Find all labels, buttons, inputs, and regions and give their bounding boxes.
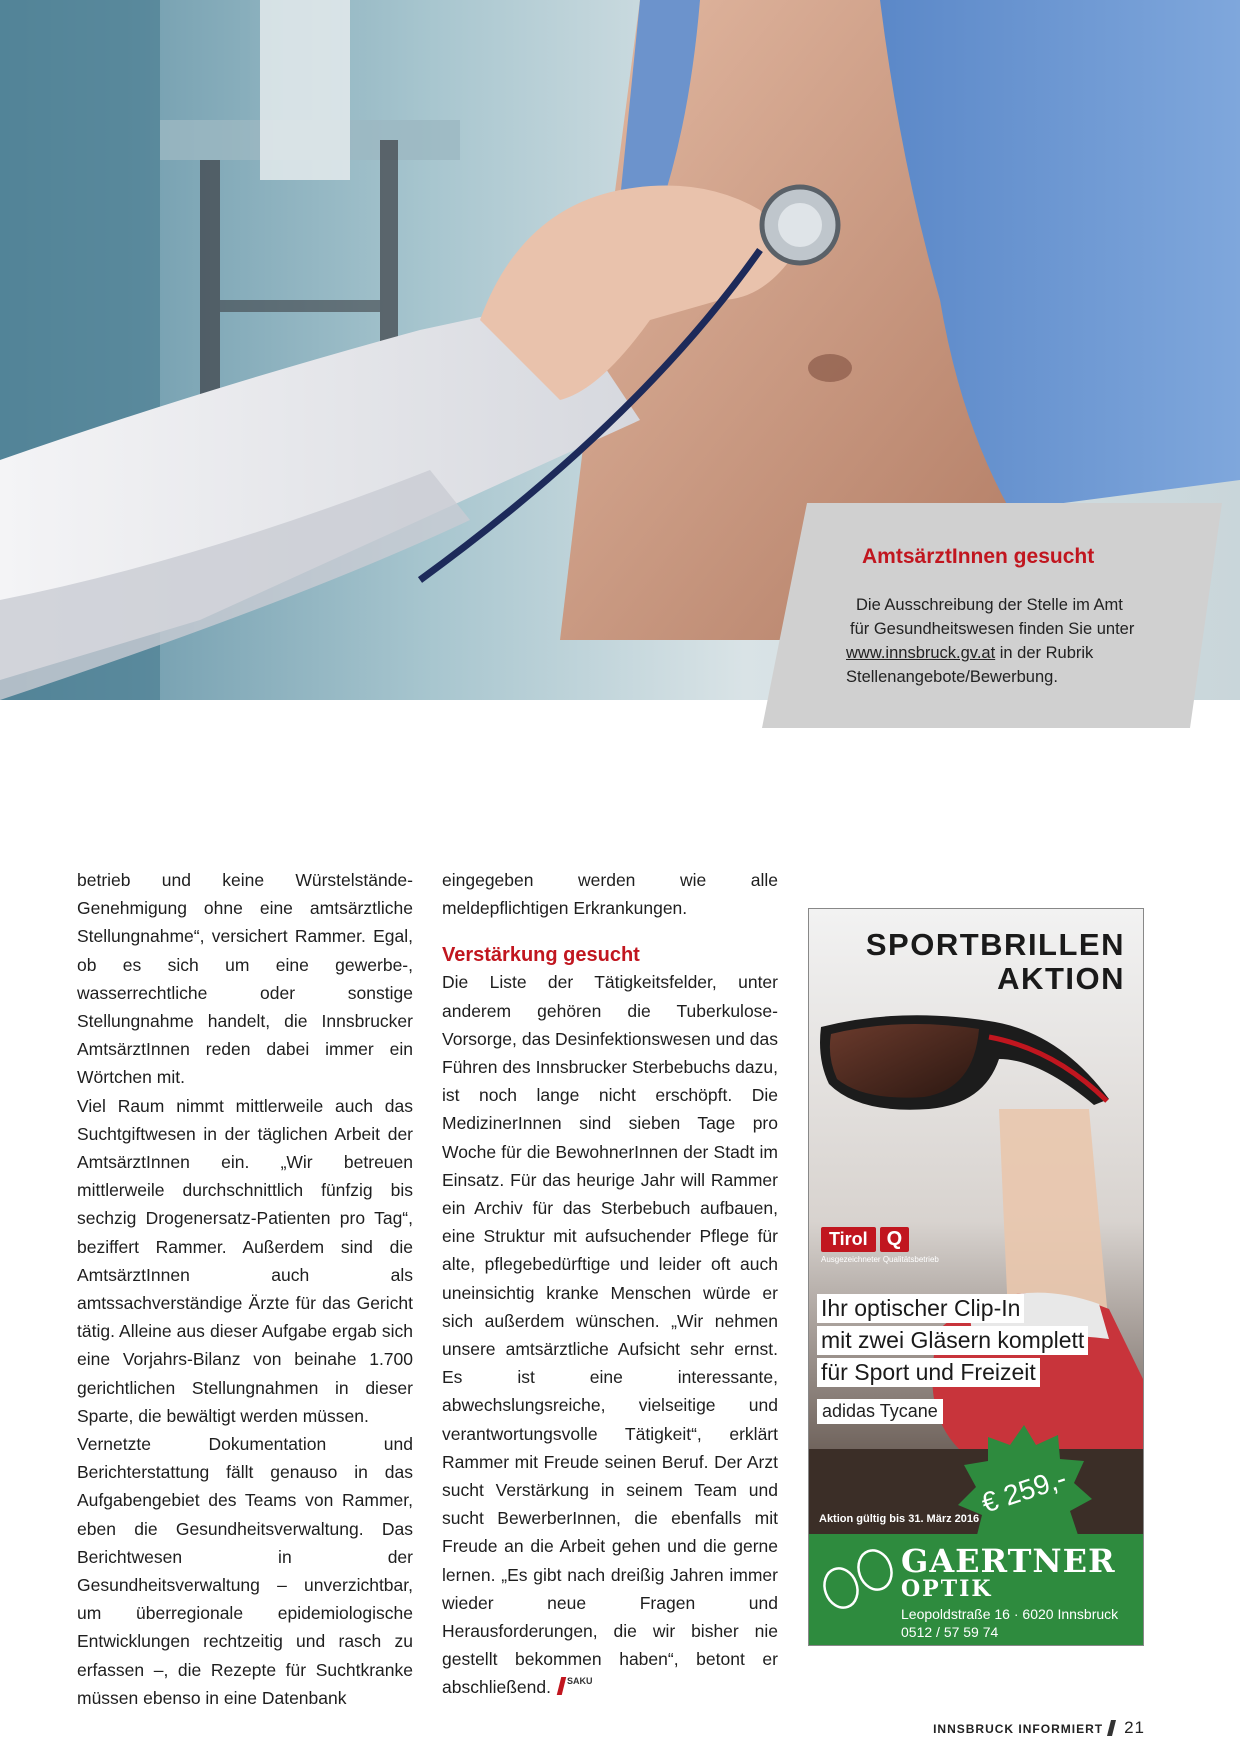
end-mark-icon [557, 1677, 566, 1695]
quality-q-logo: Q [880, 1227, 910, 1252]
ad-title-line-2: AKTION [997, 961, 1125, 996]
gaertner-optik-banner [809, 1534, 1143, 1645]
tirol-quality-badge [821, 1227, 939, 1264]
ad-offer-line: Ihr optischer Clip-In [817, 1294, 1024, 1323]
shop-phone: 0512 / 57 59 74 [901, 1624, 999, 1640]
article-paragraph-body: Die Liste der Tätigkeitsfelder, unter anderem gehören die Tuberkulose-Vorsorge, das Desinfektionswesen und das Führen des Innsbrucker Sterbebuchs dazu, ist noch lange nicht erschöpft. Die MedizinerInnen sind sieben Tage pro Woche für die BewohnerInnen der Stadt im Einsatz. Für das heurige Jahr will Rammer ein Archiv für das Sterbebuch aufbauen, eine Struktur mit aufsuchender Pflege für alte, pflegebedürftige und leider oft auch uneinsichtig kranke Menschen würde er sich außerdem wünschen. „Wir nehmen unsere amtsärztliche Aufsicht sehr ernst. Es ist eine interessante, abwechslungsreiche, vielseitige und verantwortungsvolle Tätigkeit“, erklärt Rammer mit Freude seinen Beruf. Der Arzt sucht Verstärkung in seinem Team und sucht BewerberInnen, die ebenfalls mit Freude an die Arbeit gehen und die gerne lernen. „Es gibt nach dreißig Jahren immer wieder neue Fragen und Herausforderungen, die wir bisher nie gestellt bekommen haben“, betont er abschließend. [442, 972, 778, 1698]
footer-divider-icon [1107, 1720, 1116, 1736]
author-initials: SAKU [566, 1676, 593, 1687]
shop-address: Leopoldstraße 16 · 6020 Innsbruck [901, 1606, 1119, 1622]
shop-name: GAERTNER [901, 1542, 1116, 1580]
article-paragraph-final [442, 968, 778, 1704]
publication-name: INNSBRUCK INFORMIERT [933, 1722, 1104, 1736]
tirol-badge-caption: Ausgezeichneter Qualitätsbetrieb [821, 1255, 939, 1264]
info-box-title: AmtsärztInnen gesucht [862, 545, 1095, 568]
article-subheading: Verstärkung gesucht [442, 944, 640, 967]
shop-subtitle: OPTIK [901, 1576, 993, 1602]
product-name: adidas Tycane [817, 1399, 943, 1424]
info-box-text [846, 593, 1166, 689]
ad-offer-text [817, 1294, 1088, 1390]
price-label: € 259,- [977, 1462, 1071, 1519]
page-number: 21 [1124, 1718, 1145, 1737]
website-link[interactable]: www.innsbruck.gv.at [846, 644, 996, 662]
page-footer [933, 1718, 1145, 1738]
info-line-3-rest: in der Rubrik [995, 644, 1094, 662]
article-paragraph: Vernetzte Dokumentation und Berichterstattung fällt genauso in das Aufgabengebiet des Teams von Rammer, eben die Gesundheitsverwaltung. Das Berichtwesen in der Gesundheitsverwaltung – unverzichtbar, um überregionale epidemiologische Entwicklungen rechtzeitig und rasch zu erfassen –, die Rezepte für Suchtkranke müssen ebenso in eine Datenbank [77, 1434, 413, 1708]
article-column-2 [442, 866, 778, 1705]
article-column-1 [77, 866, 413, 1712]
article-paragraph: eingegeben werden wie alle meldepflichtigen Erkrankungen. [442, 870, 778, 919]
article-paragraph: Viel Raum nimmt mittlerweile auch das Suchtgiftwesen in der täglichen Arbeit der AmtsärztInnen ein. „Wir betreuen mittlerweile durchschnittlich fünfzig bis sechzig Drogenersatz-Patienten pro Tag“, beziffert Rammer. Außerdem sind die AmtsärztInnen auch als amtssachverständige Ärzte für das Gericht tätig. Alleine aus dieser Aufgabe ergab sich eine Vorjahrs-Bilanz von beinahe 1.700 gerichtlichen Stellungnahmen in dieser Sparte, die bewältigt werden müssen. [77, 1095, 413, 1426]
info-line-2: für Gesundheitswesen finden Sie unter [850, 620, 1135, 638]
article-paragraph: betrieb und keine Würstelstände-Genehmigung ohne eine amtsärztliche Stellungnahme“, versichert Rammer. Egal, ob es sich um eine gewerbe-, wasserrechtliche oder sonstige Stellungnahme handelt, die Innsbrucker AmtsärztInnen reden dabei immer ein Wörtchen mit. [77, 870, 413, 1088]
info-line-4: Stellenangebote/Bewerbung. [846, 668, 1058, 686]
tirol-logo: Tirol [821, 1227, 876, 1252]
ad-offer-line: für Sport und Freizeit [817, 1358, 1040, 1387]
info-box [762, 503, 1240, 728]
offer-validity: Aktion gültig bis 31. März 2016 [819, 1513, 980, 1525]
ad-offer-line: mit zwei Gläsern komplett [817, 1326, 1088, 1355]
info-line-1: Die Ausschreibung der Stelle im Amt [856, 596, 1123, 614]
info-line-3 [846, 641, 1166, 665]
glasses-logo-icon [819, 1546, 899, 1616]
sportbrillen-advertisement[interactable] [808, 908, 1144, 1646]
ad-title-line-1: SPORTBRILLEN [865, 927, 1125, 962]
